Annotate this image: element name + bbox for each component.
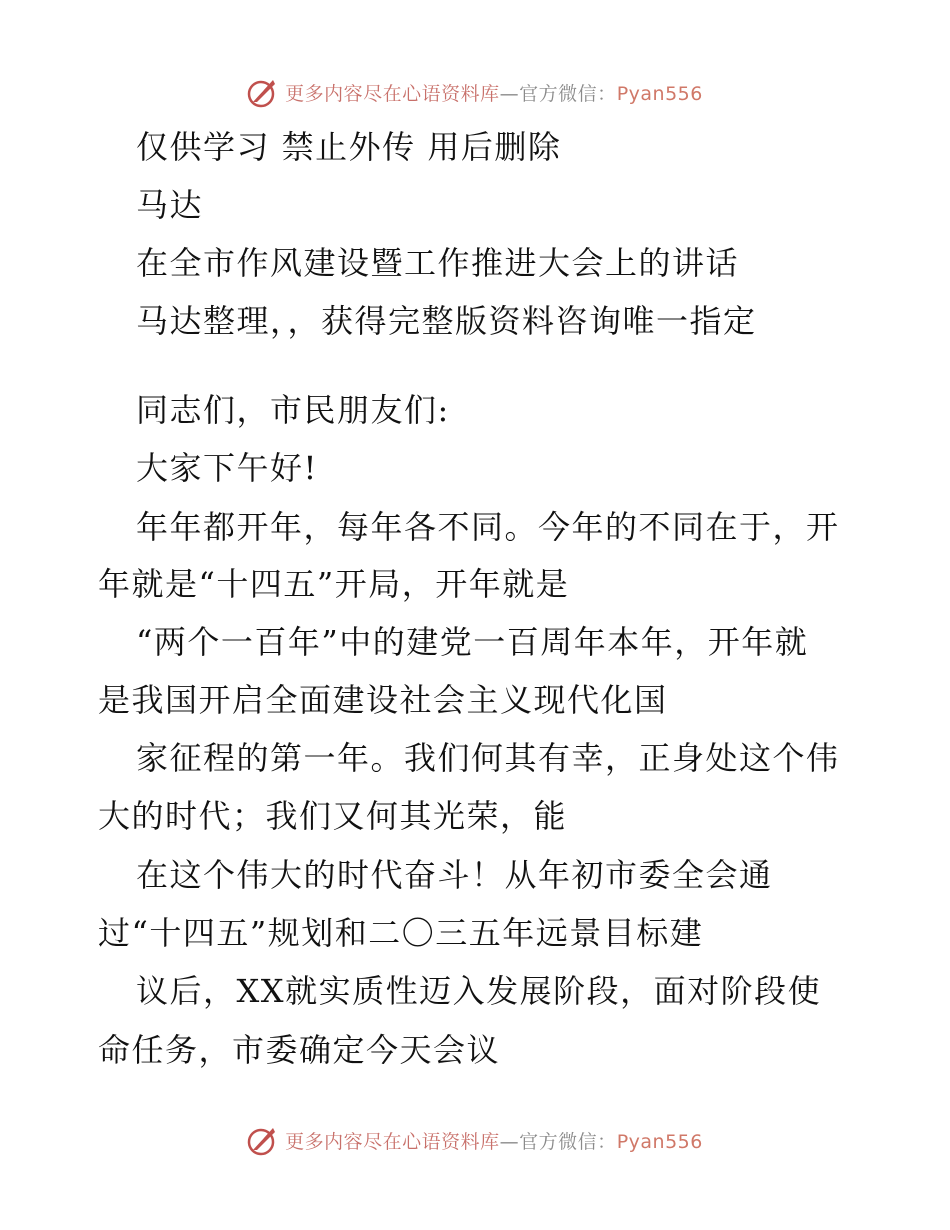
compiler-line: 马达整理，，获得完整版资料咨询唯一指定: [136, 302, 757, 340]
watermark-wechat-label: 官方微信：: [519, 82, 617, 105]
paragraph-line: 家征程的第一年。我们何其有幸，正身处这个伟: [136, 739, 840, 777]
paragraph-line: 年年都开年，每年各不同。今年的不同在于，开: [136, 508, 840, 546]
paragraph-line: 命任务，市委确定今天会议: [98, 1031, 501, 1069]
speech-title: 在全市作风建设暨工作推进大会上的讲话: [136, 244, 740, 282]
paragraph-line: 在这个伟大的时代奋斗！从年初市委全会通: [136, 856, 773, 894]
watermark-footer: [0, 1120, 950, 1160]
watermark-text: [285, 1127, 703, 1154]
watermark-dash: —: [499, 82, 520, 105]
watermark-main: 更多内容尽在心语资料库: [285, 82, 500, 105]
watermark-dash: —: [499, 1130, 520, 1153]
paragraph-line: 大的时代；我们又何其光荣，能: [98, 797, 568, 835]
paragraph-line: 议后，XX就实质性迈入发展阶段，面对阶段使: [136, 972, 822, 1010]
quill-logo-icon: [247, 76, 279, 108]
paragraph-line: “两个一百年”中的建党一百周年本年，开年就: [136, 623, 809, 661]
watermark-text: [285, 79, 703, 106]
watermark-wechat-id: Pyan556: [616, 82, 703, 105]
watermark-wechat-label: 官方微信：: [519, 1130, 617, 1153]
paragraph-line: 是我国开启全面建设社会主义现代化国: [98, 681, 668, 719]
quill-logo-icon: [247, 1124, 279, 1156]
paragraph-line: 过“十四五”规划和二〇三五年远景目标建: [98, 914, 704, 952]
greeting-line: 大家下午好!: [136, 449, 318, 487]
author-line: 马达: [136, 186, 204, 224]
watermark-main: 更多内容尽在心语资料库: [285, 1130, 500, 1153]
watermark-wechat-id: Pyan556: [616, 1130, 703, 1153]
notice-line: 仅供学习 禁止外传 用后删除: [136, 128, 562, 166]
salutation-line: 同志们，市民朋友们:: [136, 391, 450, 429]
paragraph-line: 年就是“十四五”开局，开年就是: [98, 565, 570, 603]
watermark-header: [0, 72, 950, 112]
